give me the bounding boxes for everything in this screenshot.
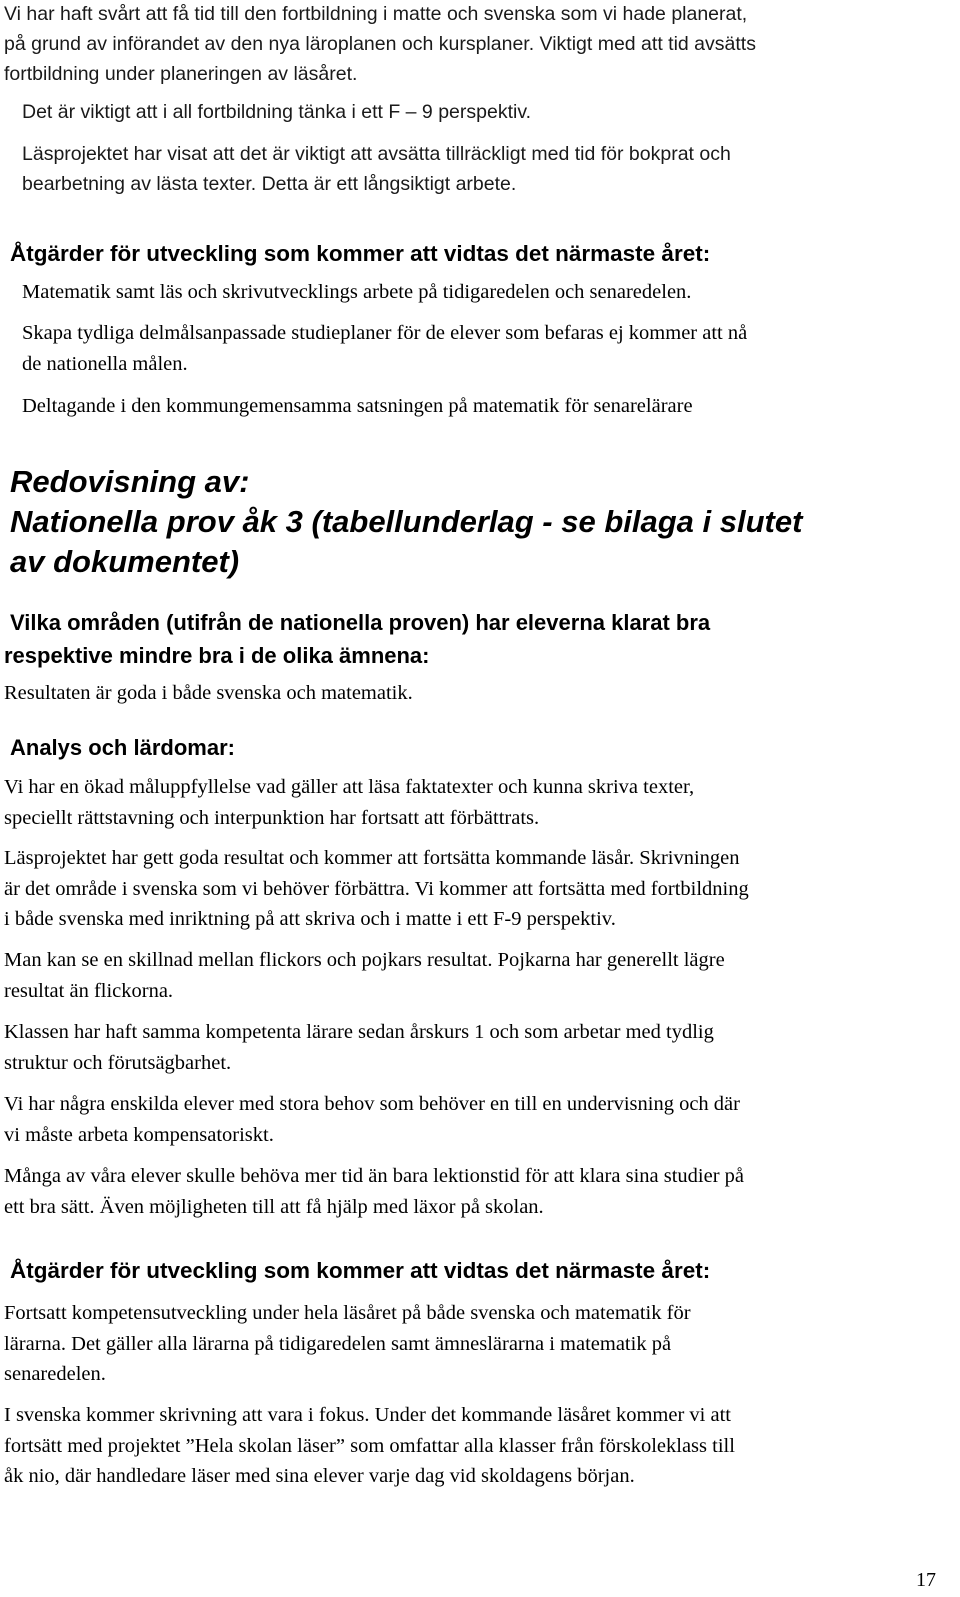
analysis-heading — [10, 731, 235, 764]
page-number: 17 — [916, 1569, 936, 1591]
text-line: Vi har haft svårt att få tid till den fortbildning i matte och svenska som vi hade planerat, — [4, 3, 748, 25]
analysis-paragraph-4 — [4, 1017, 714, 1078]
text-line: Många av våra elever skulle behöva mer tid än bara lektionstid för att klara sina studier på — [4, 1165, 745, 1187]
heading-text: Vilka områden (utifrån de nationella proven) har eleverna klarat bra — [10, 610, 711, 635]
analysis-paragraph-1 — [4, 772, 694, 833]
text-line: Resultaten är goda i både svenska och matematik. — [4, 682, 413, 704]
text-line: bearbetning av lästa texter. Detta är ett långsiktigt arbete. — [22, 173, 517, 195]
title-line: av dokumentet) — [10, 544, 240, 579]
analysis-paragraph-2 — [4, 843, 749, 935]
text-line: Vi har en ökad måluppfyllelse vad gäller att läsa faktatexter och kunna skriva texter, — [4, 776, 695, 798]
text-line: Skapa tydliga delmålsanpassade studieplaner för de elever som befaras ej kommer att nå — [22, 322, 748, 344]
actions-heading-2 — [10, 1255, 710, 1287]
actions-paragraph-1 — [22, 277, 691, 308]
text-line: Det är viktigt att i all fortbildning tänka i ett F – 9 perspektiv. — [22, 101, 532, 123]
text-line: är det område i svenska som vi behöver förbättra. Vi kommer att fortsätta med fortbildning — [4, 877, 749, 900]
actions-paragraph-3 — [22, 391, 693, 422]
text-line: Klassen har haft samma kompetenta lärare sedan årskurs 1 och som arbetar med tydlig — [4, 1021, 714, 1043]
text-line: senaredelen. — [4, 1363, 106, 1385]
actions2-paragraph-1 — [4, 1298, 691, 1390]
text-line: vi måste arbeta kompensatoriskt. — [4, 1123, 274, 1146]
intro-paragraph-3 — [22, 139, 731, 199]
text-line: Deltagande i den kommungemensamma satsningen på matematik för senarelärare — [22, 395, 693, 417]
text-line: Matematik samt läs och skrivutvecklings arbete på tidigaredelen och senaredelen. — [22, 281, 692, 303]
heading-text: Analys och lärdomar: — [10, 735, 235, 760]
text-line: de nationella målen. — [22, 352, 188, 375]
analysis-paragraph-6 — [4, 1161, 744, 1222]
heading-text: respektive mindre bra i de olika ämnena: — [4, 643, 430, 668]
actions-heading-1 — [10, 238, 710, 270]
text-line: resultat än flickorna. — [4, 979, 174, 1002]
text-line: Läsprojektet har visat att det är viktigt att avsätta tillräckligt med tid för bokprat och — [22, 143, 731, 165]
text-line: I svenska kommer skrivning att vara i fokus. Under det kommande läsåret kommer vi att — [4, 1404, 731, 1426]
text-line: på grund av införandet av den nya läroplanen och kursplaner. Viktigt med att tid avsätts — [4, 33, 756, 55]
text-line: lärarna. Det gäller alla lärarna på tidigaredelen samt ämneslärarna i matematik på — [4, 1332, 672, 1355]
text-line: ett bra sätt. Även möjligheten till att få hjälp med läxor på skolan. — [4, 1195, 544, 1218]
areas-paragraph-1 — [4, 678, 413, 709]
analysis-paragraph-3 — [4, 945, 725, 1006]
analysis-paragraph-5 — [4, 1089, 740, 1150]
text-line: speciellt rättstavning och interpunktion har fortsatt att förbättrats. — [4, 806, 540, 829]
text-line: Läsprojektet har gett goda resultat och kommer att fortsätta kommande läsår. Skrivningen — [4, 847, 740, 869]
intro-paragraph-2 — [22, 97, 531, 127]
heading-text: Åtgärder för utveckling som kommer att vidtas det närmaste året: — [10, 241, 711, 266]
intro-paragraph-1 — [4, 0, 756, 89]
text-line: Fortsatt kompetensutveckling under hela läsåret på både svenska och matematik för — [4, 1302, 691, 1324]
text-line: åk nio, där handledare läser med sina elever varje dag vid skoldagens början. — [4, 1465, 635, 1487]
text-line: struktur och förutsägbarhet. — [4, 1051, 232, 1074]
actions2-paragraph-2 — [4, 1400, 735, 1492]
title-line: Redovisning av: — [10, 464, 250, 499]
text-line: fortsätt med projektet ”Hela skolan läser” som omfattar alla klasser från förskoleklass till — [4, 1434, 735, 1457]
actions-paragraph-2 — [22, 318, 747, 379]
title-line: Nationella prov åk 3 (tabellunderlag - se bilaga i slutet — [10, 504, 803, 539]
report-title — [10, 462, 802, 582]
text-line: Man kan se en skillnad mellan flickors och pojkars resultat. Pojkarna har generellt lägre — [4, 949, 725, 971]
text-line: Vi har några enskilda elever med stora behov som behöver en till en undervisning och där — [4, 1093, 740, 1115]
areas-heading — [4, 606, 710, 672]
text-line: fortbildning under planeringen av läsåret. — [4, 63, 358, 85]
text-line: i både svenska med inriktning på att skriva och i matte i ett F-9 perspektiv. — [4, 908, 616, 930]
heading-text: Åtgärder för utveckling som kommer att vidtas det närmaste året: — [10, 1258, 711, 1283]
